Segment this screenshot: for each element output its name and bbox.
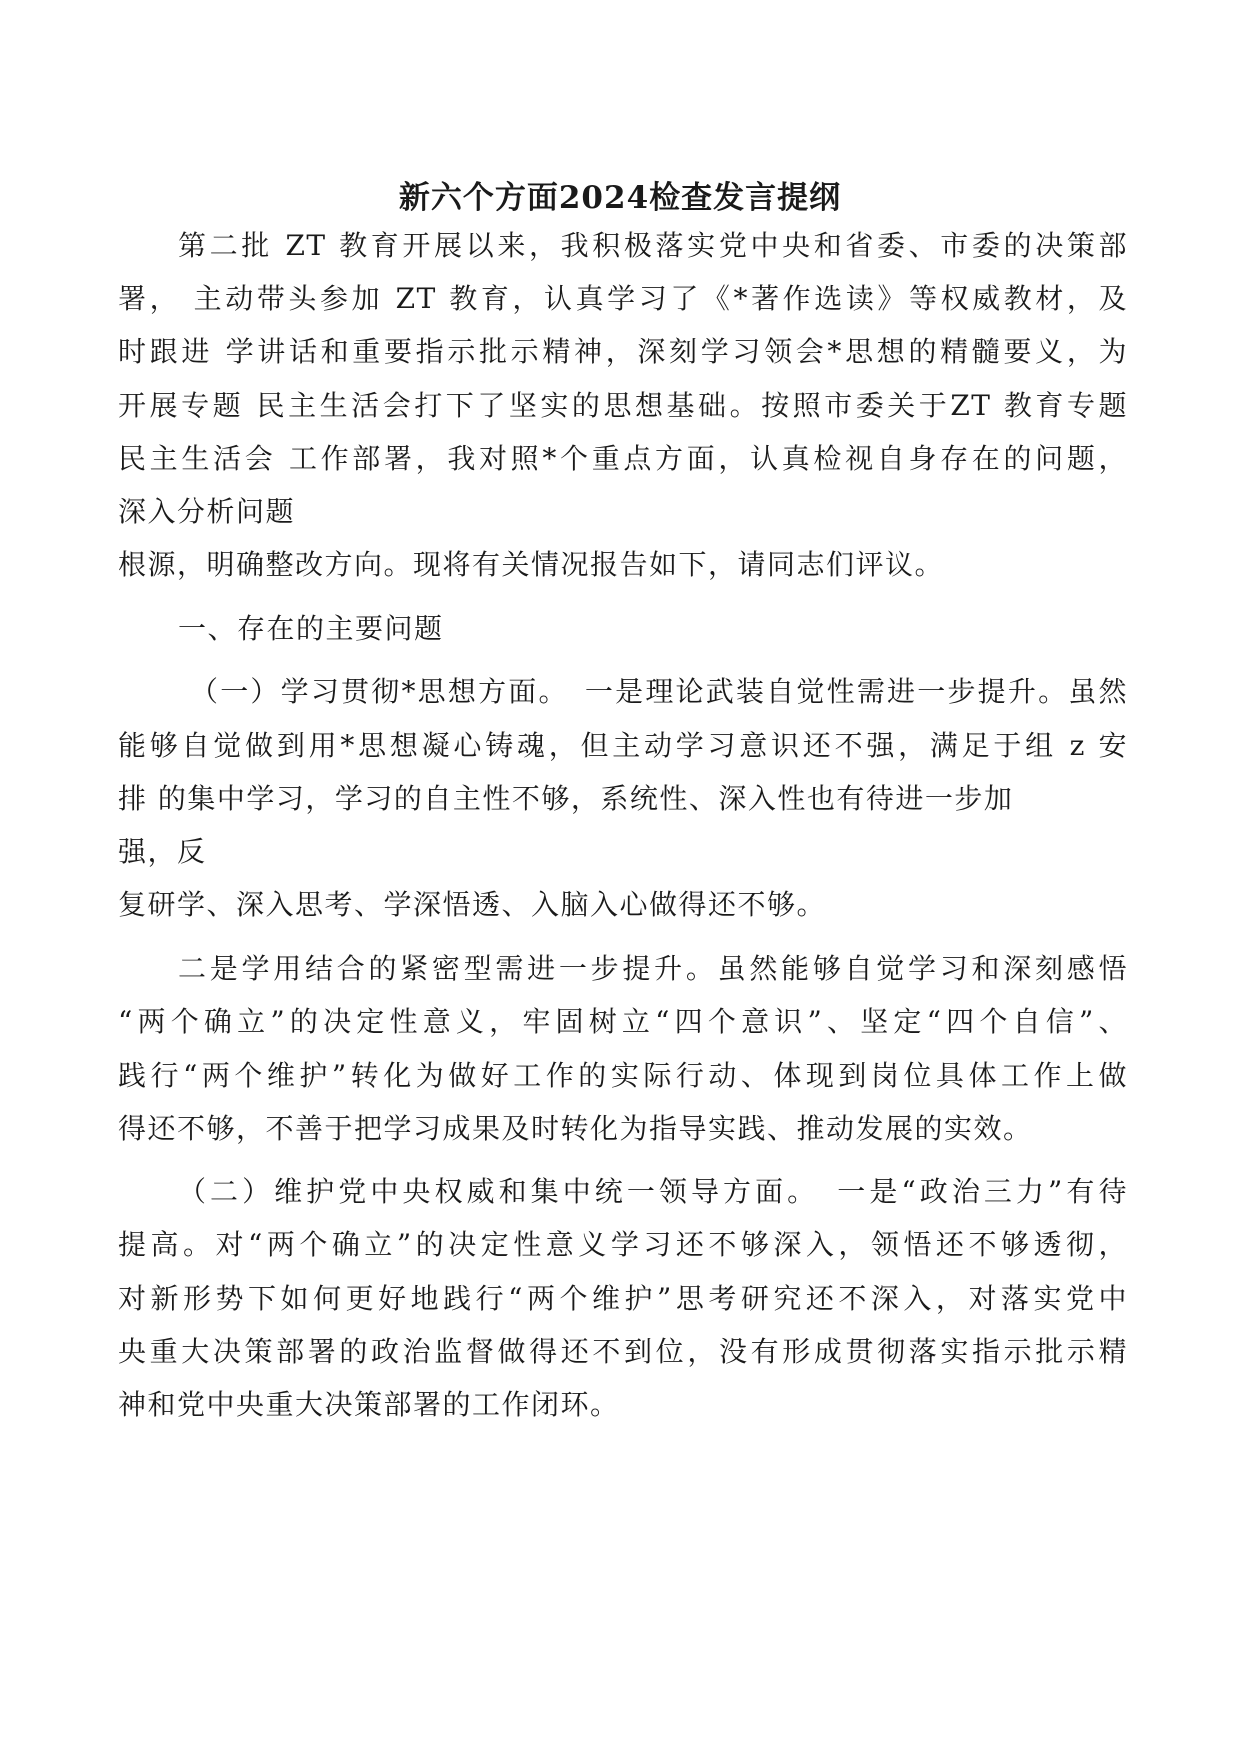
paragraph-line: 排 的集中学习，学习的自主性不够，系统性、深入性也有待进一步加 (118, 782, 1014, 815)
paragraph-line: 开展专题 民主生活会打下了坚实的思想基础。按照市委关于ZT 教育专题 (118, 389, 1128, 422)
paragraph-line: 对新形势下如何更好地践行“两个维护”思考研究还不深入，对落实党中 (118, 1282, 1128, 1315)
paragraph-line: 强，反 (118, 835, 207, 868)
paragraph-line: 时跟进 学讲话和重要指示批示精神，深刻学习领会*思想的精髓要义，为 (118, 335, 1128, 368)
paragraph-line: 署， 主动带头参加 ZT 教育，认真学习了《*著作选读》等权威教材，及 (118, 282, 1128, 315)
paragraph-line: 践行“两个维护”转化为做好工作的实际行动、体现到岗位具体工作上做 (118, 1059, 1128, 1092)
paragraph-line: 神和党中央重大决策部署的工作闭环。 (118, 1388, 620, 1421)
paragraph-line: 深入分析问题 (118, 495, 296, 528)
paragraph-line: 复研学、深入思考、学深悟透、入脑入心做得还不够。 (118, 888, 827, 921)
paragraph-line: 根源，明确整改方向。现将有关情况报告如下，请同志们评议。 (118, 548, 945, 581)
section-heading: 一、存在的主要问题 (178, 612, 444, 645)
paragraph-line: 央重大决策部署的政治监督做得还不到位，没有形成贯彻落实指示批示精 (118, 1335, 1128, 1368)
paragraph-line: 民主生活会 工作部署，我对照*个重点方面，认真检视自身存在的问题， (118, 442, 1128, 475)
paragraph-line: （二）维护党中央权威和集中统一领导方面。 一是“政治三力”有待 (178, 1175, 1128, 1208)
paragraph-line: 得还不够，不善于把学习成果及时转化为指导实践、推动发展的实效。 (118, 1112, 1033, 1145)
paragraph-line: 能够自觉做到用*思想凝心铸魂，但主动学习意识还不强，满足于组 z 安 (118, 729, 1128, 762)
paragraph-line: “两个确立”的决定性意义，牢固树立“四个意识”、坚定“四个自信”、 (118, 1005, 1128, 1038)
paragraph-line: （一）学习贯彻*思想方面。 一是理论武装自觉性需进一步提升。虽然 (190, 675, 1128, 708)
document-title: 新六个方面2024检查发言提纲 (398, 180, 842, 216)
paragraph-line: 第二批 ZT 教育开展以来，我积极落实党中央和省委、市委的决策部 (178, 229, 1128, 262)
paragraph-line: 二是学用结合的紧密型需进一步提升。虽然能够自觉学习和深刻感悟 (178, 952, 1128, 985)
paragraph-line: 提高。对“两个确立”的决定性意义学习还不够深入，领悟还不够透彻， (118, 1228, 1128, 1261)
